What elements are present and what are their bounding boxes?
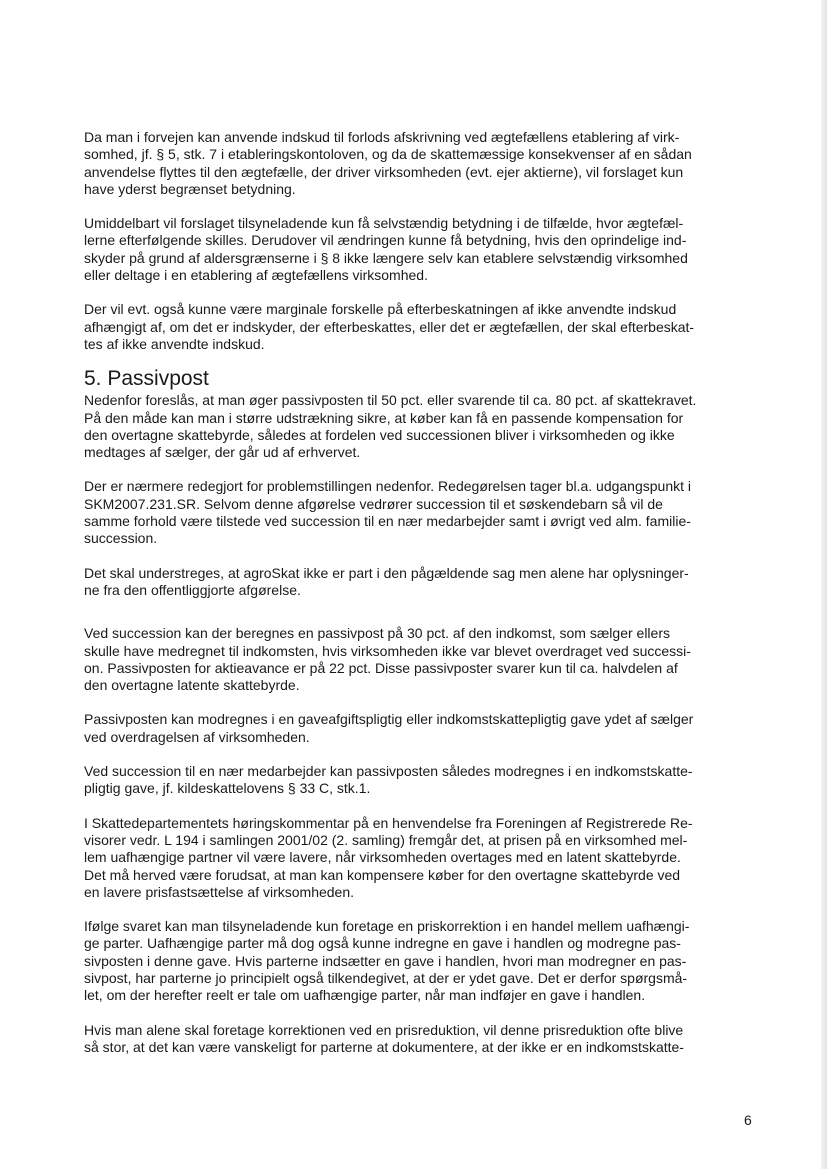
paragraph-line: lem uafhængige partner vil være lavere, når virksomheden overtages med en latent skattebyrde. (84, 849, 681, 866)
paragraph-prisreduktion (84, 1022, 756, 1057)
paragraph-line: tes af ikke anvendte indskud. (84, 335, 265, 352)
paragraph-indskud-forlods (84, 129, 756, 198)
paragraph-line: Det skal understreges, at agroSkat ikke er part i den pågældende sag men alene har oplysninger- (84, 564, 689, 581)
paragraph-line: medtages af sælger, der går ud af erhvervet. (84, 444, 361, 461)
paragraph-line: lerne efterfølgende skilles. Derudover vil ændringen kunne få betydning, hvis den oprindelige ind- (84, 232, 687, 249)
paragraph-line: Passivposten kan modregnes i en gaveafgiftspligtig eller indkomstskattepligtig gave ydet af sælger (84, 711, 694, 728)
page-edge-shadow (821, 0, 827, 1169)
paragraph-line: ne fra den offentliggjorte afgørelse. (84, 581, 301, 598)
paragraph-line: somhed, jf. § 5, stk. 7 i etableringskontoloven, og da de skattemæssige konsekvenser af en sådan (84, 146, 692, 163)
paragraph-line: SKM2007.231.SR. Selvom denne afgørelse vedrører succession til et søskendebarn så vil de (84, 495, 663, 512)
paragraph-line: den overtagne skattebyrde, således at fordelen ved successionen bliver i virksomheden og ikke (84, 426, 675, 443)
paragraph-passivpost-30-pct (84, 625, 756, 694)
document-body (84, 129, 756, 1056)
paragraph-marginale-forskelle (84, 301, 756, 353)
paragraph-line: samme forhold være tilstede ved succession til en nær medarbejder samt i øvrigt ved alm. familie- (84, 513, 691, 530)
paragraph-hoeringskommentar (84, 815, 756, 901)
paragraph-line: Da man i forvejen kan anvende indskud til forlods afskrivning ved ægtefællens etablering af virk- (84, 129, 680, 145)
paragraph-line: Det må herved være forudsat, at man kan kompensere køber for den overtagne skattebyrde ved (84, 866, 681, 883)
page-number: 6 (744, 1112, 752, 1128)
paragraph-line: På den måde kan man i større udstrækning sikre, at køber kan få en passende kompensation for (84, 409, 684, 426)
paragraph-line: succession. (84, 530, 158, 547)
paragraph-line: have yderst begrænset betydning. (84, 180, 296, 197)
paragraph-line: Der er nærmere redegjort for problemstillingen nedenfor. Redegørelsen tager bl.a. udgangspunkt i (84, 478, 692, 495)
paragraph-line: Nedenfor foreslås, at man øger passivposten til 50 pct. eller svarende til ca. 80 pct. af skattekravet. (84, 392, 697, 409)
paragraph-line: Ved succession til en nær medarbejder kan passivposten således modregnes i en indkomstskatte- (84, 763, 693, 780)
paragraph-line: I Skattedepartementets høringskommentar på en henvendelse fra Foreningen af Registrerede Re- (84, 814, 693, 831)
paragraph-line: en lavere prisfastsættelse af virksomheden. (84, 883, 355, 900)
paragraph-modregnes-gave (84, 711, 756, 746)
paragraph-line: den overtagne latente skattebyrde. (84, 677, 300, 694)
paragraph-line: så stor, at det kan være vanskeligt for parterne at dokumentere, at der ikke er en indkomstskatte- (84, 1038, 684, 1055)
paragraph-line: let, om der herefter reelt er tale om uafhængige parter, når man indføjer en gave i handlen. (84, 987, 646, 1004)
paragraph-naer-medarbejder (84, 763, 756, 798)
paragraph-aegtefaeller-skilles (84, 215, 756, 284)
paragraph-understreges (84, 565, 756, 600)
paragraph-line: Der vil evt. også kunne være marginale forskelle på efterbeskatningen af ikke anvendte indskud (84, 301, 677, 318)
paragraph-line: skyder på grund af aldersgrænserne i § 8 ikke længere selv kan etablere selvstændig virksomhed (84, 249, 688, 266)
paragraph-priskorrektion (84, 918, 756, 1004)
paragraph-line: ved overdragelsen af virksomheden. (84, 728, 310, 745)
paragraph-line: eller deltage i en etablering af ægtefællens virksomhed. (84, 267, 428, 284)
section-heading: 5. Passivpost (84, 367, 209, 391)
paragraph-line: Hvis man alene skal foretage korrektionen ved en prisreduktion, vil denne prisreduktion ofte blive (84, 1021, 684, 1038)
paragraph-oeger-passivposten (84, 392, 756, 461)
paragraph-line: visorer vedr. L 194 i samlingen 2001/02 (2. samling) fremgår det, at prisen på en virksomhed mel- (84, 831, 688, 848)
paragraph-line: anvendelse flyttes til den ægtefælle, der driver virksomheden (evt. ejer aktierne), vil forslaget kun (84, 163, 684, 180)
paragraph-line: Ved succession kan der beregnes en passivpost på 30 pct. af den indkomst, som sælger ellers (84, 625, 670, 642)
paragraph-line: afhængigt af, om det er indskyder, der efterbeskattes, eller det er ægtefællen, der skal efterbeskat- (84, 318, 695, 335)
paragraph-line: pligtig gave, jf. kildeskattelovens § 33 C, stk.1. (84, 780, 371, 797)
paragraph-line: ge parter. Uafhængige parter må dog også kunne indregne en gave i handlen og modregne pas- (84, 935, 681, 952)
paragraph-line: skulle have medregnet til indkomsten, hvis virksomheden ikke var blevet overdraget ved successi- (84, 642, 691, 659)
paragraph-line: sivposten i denne gave. Hvis parterne indsætter en gave i handlen, hvori man modregner en pas- (84, 952, 687, 969)
paragraph-line: Ifølge svaret kan man tilsyneladende kun foretage en priskorrektion i en handel mellem uafhængi- (84, 918, 690, 935)
paragraph-redegjort (84, 478, 756, 547)
paragraph-line: sivpost, har parterne jo principielt også tilkendegivet, at der er ydet gave. Det er derfor spørgsmå- (84, 969, 688, 986)
paragraph-line: on. Passivposten for aktieavance er på 22 pct. Disse passivposter svarer kun til ca. halvdelen af (84, 659, 678, 676)
paragraph-line: Umiddelbart vil forslaget tilsyneladende kun få selvstændig betydning i de tilfælde, hvor ægtefæl- (84, 215, 684, 232)
